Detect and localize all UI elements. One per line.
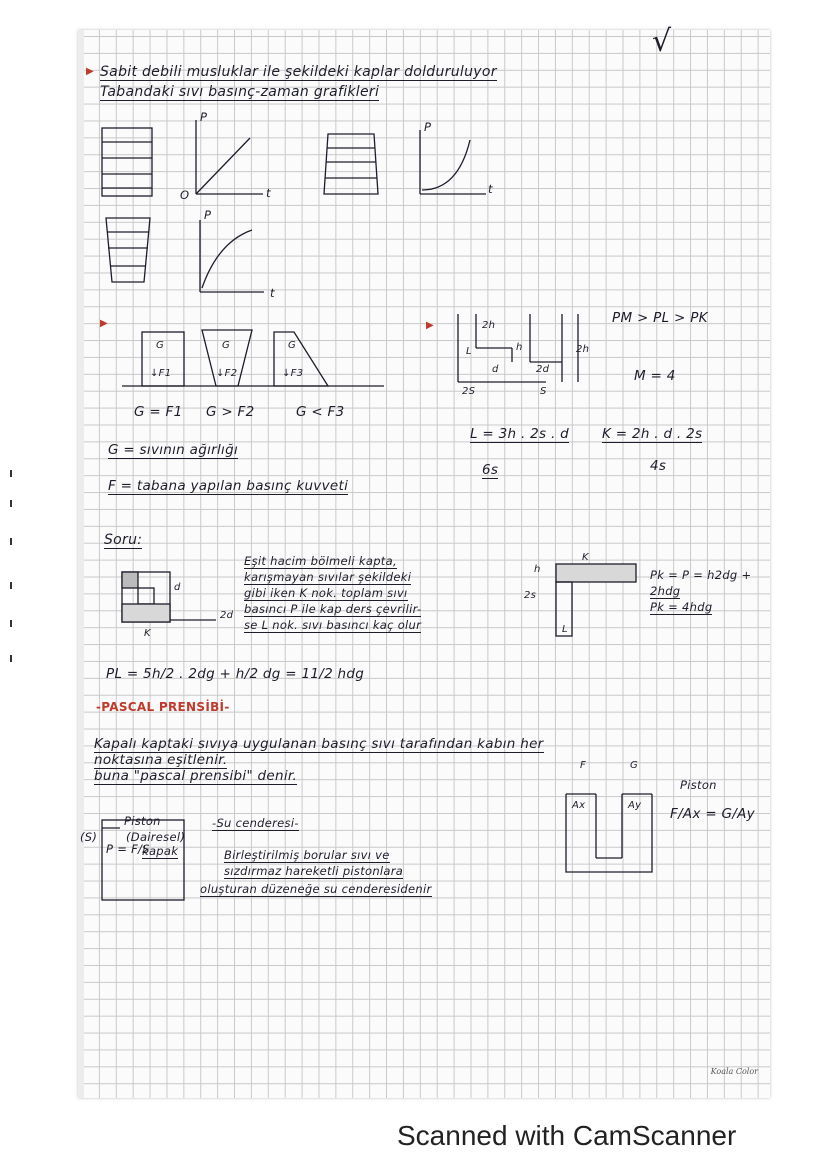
question-answer-1: Pk = P = h2dg + [650, 568, 752, 582]
pressure-formula: P = F/S [106, 842, 150, 856]
force-f3-label: ↓F3 [282, 368, 304, 379]
axis-t-label: t [266, 186, 271, 200]
force-f1-label: ↓F1 [150, 368, 172, 379]
graph-convex [420, 130, 486, 194]
question-2d-label: 2d [220, 610, 234, 621]
axis-p-label-3: P [204, 208, 212, 222]
bullet-icon: ▶ [100, 318, 108, 329]
check-mark: √ [652, 24, 672, 59]
definition-g: G = sıvının ağırlığı [108, 442, 238, 458]
question-rotated-diagram [556, 564, 636, 636]
container-narrowing-diagram [324, 134, 378, 194]
container-widening-diagram [106, 218, 150, 282]
height-label: h [516, 342, 523, 353]
m-value: M = 4 [634, 368, 676, 384]
force-relation-1: G = F1 [134, 404, 183, 420]
force-relation-3: G < F3 [296, 404, 345, 420]
question-2s-label: 2s [524, 590, 537, 601]
bullet-icon: ▶ [426, 320, 434, 331]
question-answer-2: 2hdg [650, 584, 681, 598]
pascal-formula: F/Ax = G/Ay [670, 806, 755, 822]
definition-line-1: Birleştirilmiş borular sıvı ve [224, 848, 390, 862]
l-equation: L = 3h . 2s . d [470, 426, 569, 442]
notebook-brand: Koala Color [710, 1067, 758, 1076]
device-ay-label: Ay [628, 800, 642, 811]
density-label: d [492, 364, 499, 375]
point-l-label: L [466, 346, 472, 357]
pascal-line-1: Kapalı kaptaki sıvıya uygulanan basınç sıvı tarafından kabın her [94, 736, 544, 752]
question-label: Soru: [104, 532, 143, 548]
question-h-label: h [534, 564, 541, 575]
density-label: 2d [536, 364, 550, 375]
force-g-label: G [288, 340, 297, 351]
container-straight-diagram [102, 128, 152, 196]
device-piston-label: Piston [680, 778, 717, 792]
question-line-2: karışmayan sıvılar şekildeki [244, 570, 412, 584]
device-f-label: F [580, 760, 587, 771]
graph-concave [200, 220, 264, 292]
l-denominator: 6s [482, 462, 499, 478]
question-l-label: L [562, 624, 568, 635]
axis-t-label-3: t [270, 286, 275, 300]
question-k-label-2: K [582, 552, 589, 563]
question-box-diagram [122, 572, 216, 622]
force-g-label: G [222, 340, 231, 351]
question-line-4: basıncı P ile kap ders çevrilir- [244, 602, 422, 616]
pressure-order: PM > PL > PK [612, 310, 708, 326]
scanner-watermark: Scanned with CamScanner [397, 1120, 737, 1151]
axis-origin-label: O [180, 188, 190, 202]
height-label: 2h [482, 320, 496, 331]
graph-linear [196, 120, 263, 194]
definition-line-3: oluşturan düzeneğe su cenderesidenir [200, 882, 432, 896]
pascal-title: -PASCAL PRENSİBİ- [96, 700, 230, 714]
k-equation: K = 2h . d . 2s [602, 426, 703, 442]
axis-p-label: P [200, 110, 208, 124]
device-g-label: G [630, 760, 639, 771]
area-label: S [540, 386, 547, 397]
axis-t-label-2: t [488, 182, 493, 196]
definition-f: F = tabana yapılan basınç kuvveti [108, 478, 349, 494]
question-line-1: Eşit hacim bölmeli kapta, [244, 554, 397, 568]
question-line-5: se L nok. sıvı basıncı kaç olur [244, 618, 422, 632]
question-line-3: gibi iken K nok. toplam sıvı [244, 586, 408, 600]
force-g-label: G [156, 340, 165, 351]
axis-p-label-2: P [424, 120, 432, 134]
area-label: 2S [462, 386, 476, 397]
bullet-icon: ▶ [86, 66, 94, 77]
su-cenderesi-label: -Su cenderesi- [212, 816, 299, 830]
intro-line-2: Tabandaki sıvı basınç-zaman grafikleri [100, 84, 380, 100]
notebook-page [78, 24, 770, 1098]
question-k-label: K [144, 628, 151, 639]
definition-line-2: sızdırmaz hareketli pistonlara [224, 864, 404, 878]
question-d-label: d [174, 582, 181, 593]
k-denominator: 4s [650, 458, 667, 474]
section-s-label: (S) [80, 830, 98, 844]
piston-label: Piston [124, 814, 161, 828]
pascal-line-3: buna "pascal prensibi" denir. [94, 768, 298, 784]
device-ax-label: Ax [572, 800, 586, 811]
kapak-label: kapak [142, 844, 179, 858]
dairesel-label: (Dairesel) [126, 830, 186, 844]
question-solution: PL = 5h/2 . 2dg + h/2 dg = 11/2 hdg [106, 666, 365, 682]
pascal-line-2: noktasına eşitlenir. [94, 752, 228, 768]
height-label: 2h [576, 344, 590, 355]
force-relation-2: G > F2 [206, 404, 255, 420]
question-answer-3: Pk = 4hdg [650, 600, 713, 614]
force-f2-label: ↓F2 [216, 368, 238, 379]
intro-line-1: Sabit debili musluklar ile şekildeki kaplar dolduruluyor [100, 64, 497, 80]
